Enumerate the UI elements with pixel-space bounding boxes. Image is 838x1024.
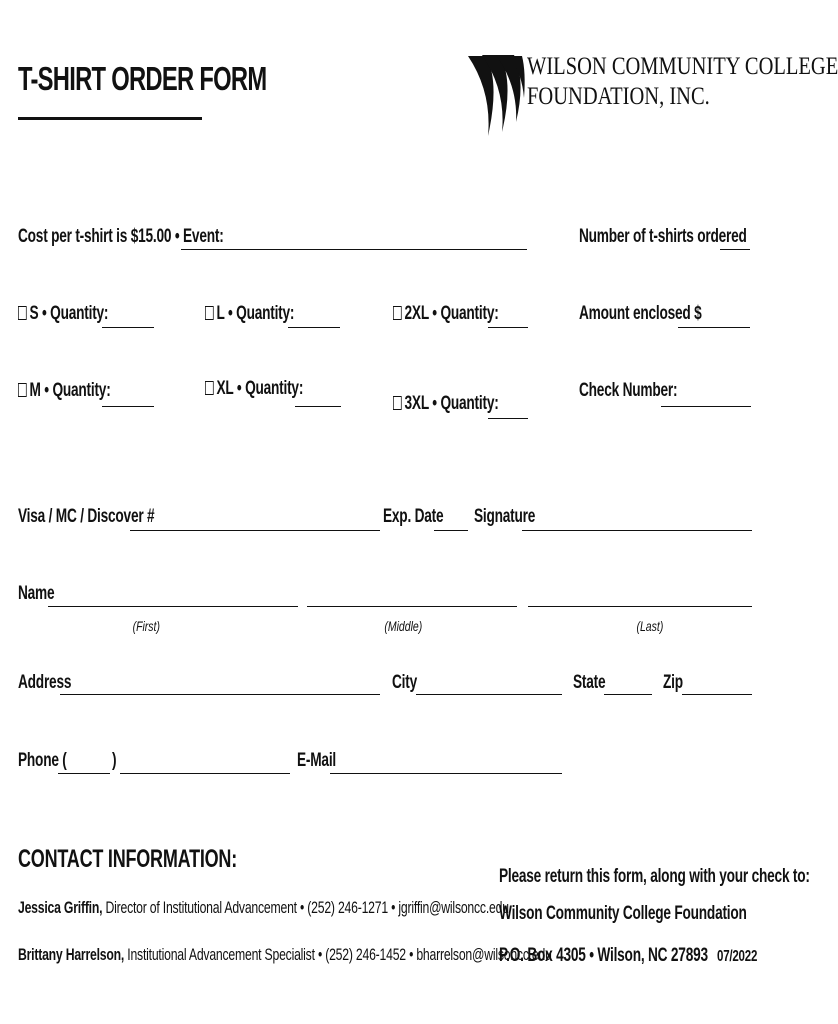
size-3xl-label: 3XL • Quantity: [404, 393, 499, 414]
size-xl-option[interactable] [205, 378, 303, 400]
state-label: State [573, 672, 606, 693]
card-number-field[interactable] [130, 530, 380, 531]
exp-date-field[interactable] [434, 530, 468, 531]
state-field[interactable] [604, 694, 652, 695]
size-3xl-option[interactable] [393, 393, 499, 415]
size-2xl-label: 2XL • Quantity: [404, 303, 499, 324]
size-m-quantity-field[interactable] [102, 406, 154, 407]
return-instructions: Please return this form, along with your check to: [499, 866, 810, 887]
contact-heading: CONTACT INFORMATION: [18, 845, 237, 873]
size-l-checkbox[interactable] [205, 306, 214, 320]
email-field[interactable] [330, 773, 562, 774]
org-name-line1: WILSON COMMUNITY COLLEGE [527, 53, 838, 80]
size-2xl-checkbox[interactable] [393, 306, 402, 320]
first-name-caption: (First) [132, 618, 160, 634]
size-xl-label: XL • Quantity: [216, 378, 304, 399]
number-ordered-label: Number of t-shirts ordered [579, 226, 747, 247]
email-label: E-Mail [297, 750, 336, 771]
size-m-checkbox[interactable] [18, 383, 27, 397]
zip-label: Zip [663, 672, 683, 693]
last-name-caption: (Last) [636, 618, 664, 634]
exp-date-label: Exp. Date [383, 506, 444, 527]
address-label: Address [18, 672, 72, 693]
form-date-code: 07/2022 [717, 948, 758, 965]
size-2xl-quantity-field[interactable] [488, 327, 528, 328]
return-org-name: Wilson Community College Foundation [499, 903, 747, 924]
size-m-option[interactable] [18, 380, 111, 402]
size-3xl-checkbox[interactable] [393, 396, 402, 410]
size-l-quantity-field[interactable] [288, 327, 340, 328]
signature-field[interactable] [522, 530, 752, 531]
name-label: Name [18, 583, 55, 604]
card-number-label: Visa / MC / Discover # [18, 506, 155, 527]
phone-number-field[interactable] [120, 773, 290, 774]
size-s-checkbox[interactable] [18, 306, 27, 320]
city-label: City [392, 672, 417, 693]
size-3xl-quantity-field[interactable] [488, 418, 528, 419]
size-l-label: L • Quantity: [216, 303, 295, 324]
number-ordered-field[interactable] [720, 249, 750, 250]
size-xl-checkbox[interactable] [205, 381, 214, 395]
org-name-line2: FOUNDATION, INC. [527, 83, 710, 110]
first-name-field[interactable] [48, 606, 298, 607]
zip-field[interactable] [682, 694, 752, 695]
phone-label: Phone ( [18, 750, 67, 771]
size-l-option[interactable] [205, 303, 294, 325]
contact-person-2-detail: Institutional Advancement Specialist • (252) 246-1452 • bharrelson@wilsoncc.edu [124, 945, 552, 964]
title-underline [18, 117, 202, 120]
check-number-field[interactable] [661, 406, 751, 407]
phone-area-code-field[interactable] [58, 773, 110, 774]
last-name-field[interactable] [528, 606, 752, 607]
contact-person-1-name: Jessica Griffin, [18, 898, 103, 917]
middle-name-field[interactable] [307, 606, 517, 607]
event-field[interactable] [181, 249, 527, 250]
size-xl-quantity-field[interactable] [295, 406, 341, 407]
amount-enclosed-label: Amount enclosed $ [579, 303, 702, 324]
size-2xl-option[interactable] [393, 303, 499, 325]
address-field[interactable] [60, 694, 380, 695]
contact-person-1 [18, 898, 509, 918]
size-m-label: M • Quantity: [29, 380, 111, 401]
middle-name-caption: (Middle) [384, 618, 423, 634]
return-address: P.O. Box 4305 • Wilson, NC 27893 [499, 945, 708, 966]
phone-close-paren: ) [112, 750, 117, 771]
check-number-label: Check Number: [579, 380, 678, 401]
size-s-option[interactable] [18, 303, 108, 325]
form-title: T-SHIRT ORDER FORM [18, 60, 267, 97]
size-s-label: S • Quantity: [29, 303, 109, 324]
foundation-logo-icon [466, 52, 524, 138]
organization-name [527, 52, 838, 112]
contact-person-2-name: Brittany Harrelson, [18, 945, 125, 964]
amount-enclosed-field[interactable] [678, 327, 750, 328]
contact-person-1-detail: Director of Institutional Advancement • (252) 246-1271 • jgriffin@wilsoncc.edu [102, 898, 509, 917]
cost-event-label: Cost per t-shirt is $15.00 • Event: [18, 226, 224, 247]
signature-label: Signature [474, 506, 536, 527]
size-s-quantity-field[interactable] [102, 327, 154, 328]
contact-person-2 [18, 945, 552, 965]
city-field[interactable] [416, 694, 562, 695]
